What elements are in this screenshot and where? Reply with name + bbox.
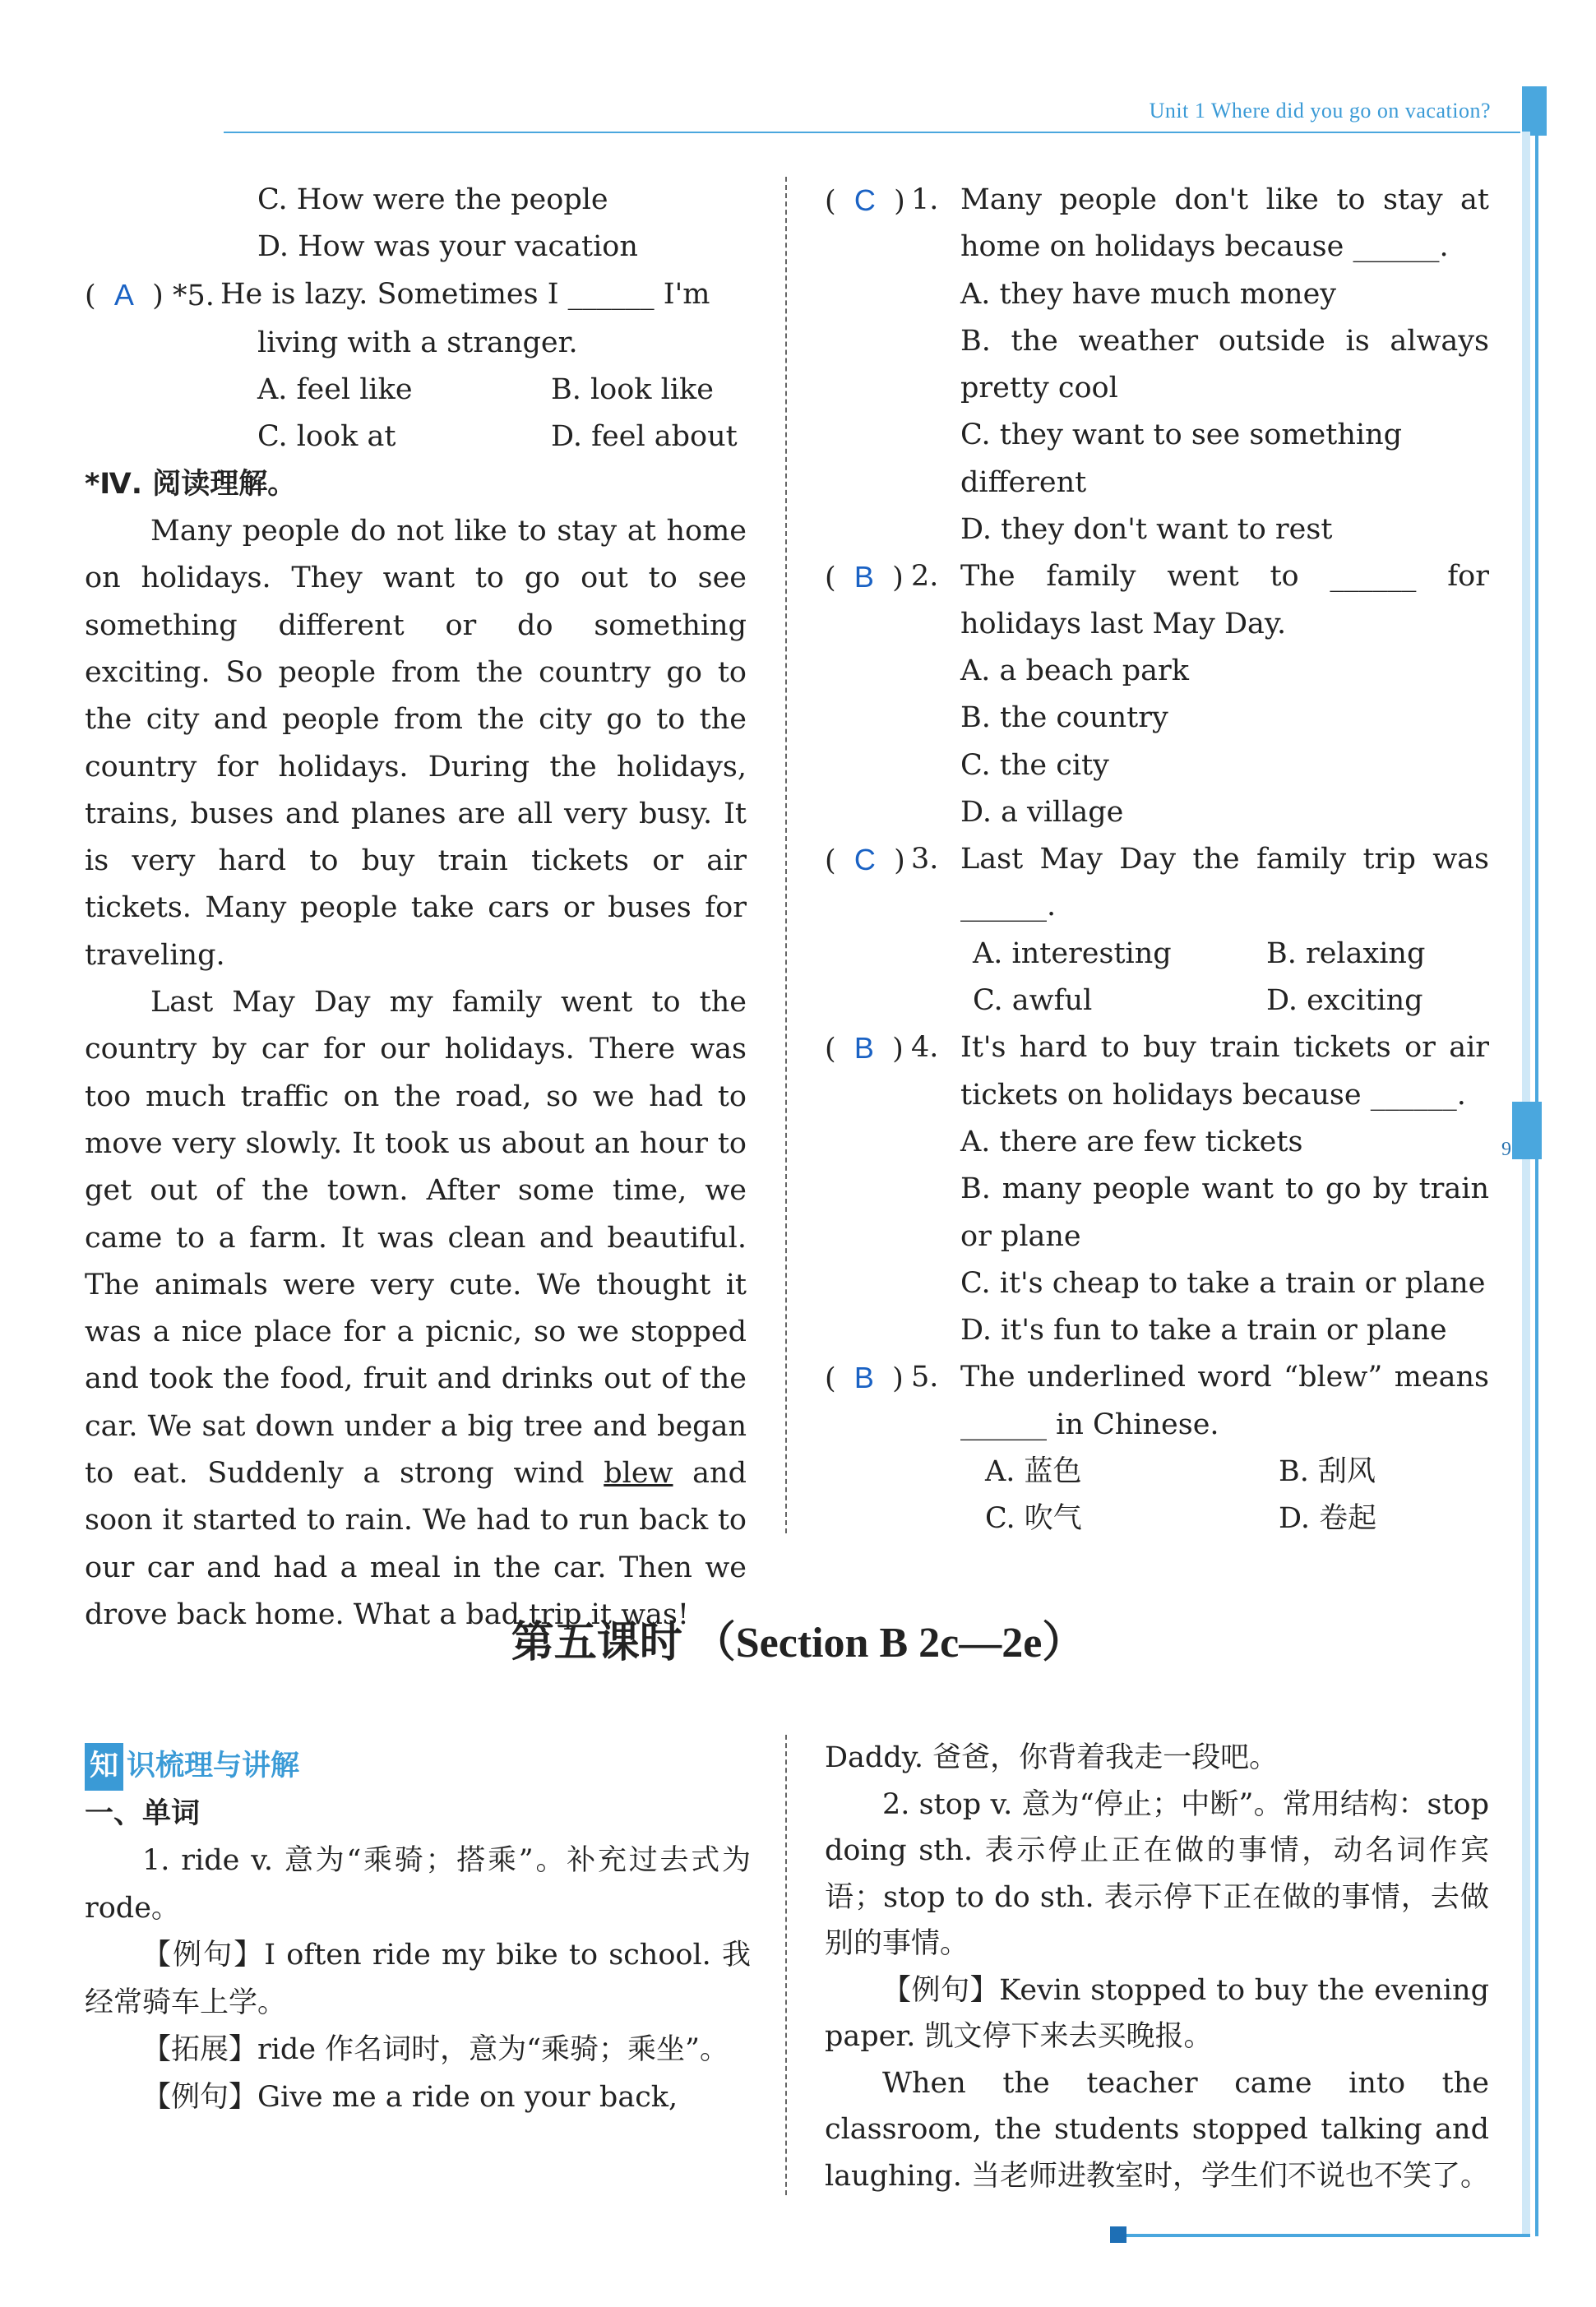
option-c: C. look at [257,420,396,454]
question-stem-cont: living with a stranger. [257,326,578,359]
passage-paragraph-1: Many people do not like to stay at home on holidays. They want to go out to see something different or do something exciting. So people from the country go to the city and people from the city go to the country for holidays. During the holidays, trains, buses and planes are all very busy. It is very hard to buy train tickets or air tickets. Many people take cars or buses for traveling. [85,515,747,972]
option-a: A. there are few tickets [960,1125,1303,1158]
question-stem: It's hard to buy train tickets or air tickets on holidays because ______. [960,1031,1489,1112]
side-bar [1522,132,1530,2236]
question-number: 5. [911,1361,939,1394]
question-number: 1. [911,183,939,216]
page-number: 9 [1501,1139,1511,1160]
example-ride-noun: 【例句】Give me a ride on your back, [142,2080,678,2114]
header-rule [224,132,1520,133]
knowledge-heading-text: 识梳理与讲解 [127,1750,300,1782]
column-divider-bottom [785,1735,787,2195]
option-d: D. they don't want to rest [960,513,1333,547]
section-heading: *Ⅳ. 阅读理解。 [85,467,297,501]
option-a: A. feel like [257,373,413,407]
question-2: ( B ) 2. The family went to ______ for holidays last May Day. [825,553,1489,648]
option-b: B. relaxing [1266,936,1426,970]
underlined-word: blew [604,1457,673,1491]
option-b: B. many people want to go by train or plane [960,1172,1489,1253]
option-d: D. exciting [1266,984,1423,1018]
sub-heading: 一、单词 [85,1796,201,1830]
answer-mark: B [854,1361,874,1395]
option-c: C. awful [973,984,1093,1018]
option-a: A. they have much money [960,277,1337,311]
knowledge-heading [85,1743,751,1791]
example-ride: 【例句】I often ride my bike to school. 我经常骑车上学。 [85,1939,751,2019]
side-rule [1535,132,1538,2236]
word-entry-stop: 2. stop v. 意为“停止；中断”。常用结构：stop doing sth. 表示停止正在做的事情，动名词作宾语；stop to do sth. 表示停下正在做的事情，去做别的事情。 [825,1787,1489,1960]
question-4: ( B ) 4. It's hard to buy train tickets or air tickets on holidays because ______. [825,1024,1489,1119]
question-5-right: ( B ) 5. The underlined word “blew” means ______ in Chinese. [825,1354,1489,1449]
extension-ride: 【拓展】ride 作名词时，意为“乘骑；乘坐”。 [142,2033,729,2066]
right-column-top [825,177,1489,1543]
column-divider-top [785,177,787,1533]
example-ride-cont: Daddy. 爸爸，你背着我走一段吧。 [825,1741,1279,1774]
example-stop-2: When the teacher came into the classroom, the students stopped talking and laughing. 当老师进教室时，学生们不说也不笑了。 [825,2066,1489,2193]
question-1: ( C ) 1. Many people don't like to stay at home on holidays because ______. [825,177,1489,271]
option-d: D. it's fun to take a train or plane [960,1314,1447,1348]
option-b: B. 刮风 [1279,1455,1376,1489]
bottom-rule [1118,2234,1530,2237]
option-b: B. look like [551,373,714,407]
option-c: C. the city [960,748,1109,782]
question-3: ( C ) 3. Last May Day the family trip was ______. [825,836,1489,931]
option-c-prev: C. How were the people [257,183,608,216]
bottom-marker [1110,2226,1126,2243]
page-tab [1512,1102,1542,1159]
question-stem: He is lazy. Sometimes I ______ I'm [220,277,710,311]
option-d: D. 卷起 [1279,1502,1377,1536]
option-d: D. a village [960,795,1124,829]
word-entry-ride: 1. ride v. 意为“乘骑；搭乘”。补充过去式为 rode。 [85,1844,751,1925]
left-column-bottom [85,1743,751,2121]
question-number: 3. [911,843,939,876]
question-stem: The family went to ______ for holidays last May Day. [960,560,1489,640]
right-column-bottom [825,1735,1489,2199]
question-5: ( A ) *5. He is lazy. Sometimes I ______ I'm [85,271,747,320]
question-number: *5. [172,279,215,312]
left-column-top [85,177,747,1639]
option-a: A. 蓝色 [985,1455,1082,1489]
question-number: 4. [911,1031,939,1065]
option-d: D. feel about [551,420,738,454]
answer-mark: B [854,1031,874,1066]
example-stop: 【例句】Kevin stopped to buy the evening paper. 凯文停下来去买晚报。 [825,1973,1489,2053]
question-number: 2. [911,560,939,594]
question-stem: The underlined word “blew” means ______ in Chinese. [960,1361,1489,1441]
option-a: A. interesting [973,936,1172,970]
header-tab [1522,86,1547,136]
answer-mark: C [854,843,876,877]
option-a: A. a beach park [960,654,1189,687]
lesson-title: 第五课时 （Section B 2c—2e） [511,1620,1085,1667]
passage-paragraph-2: Last May Day my family went to the country by car for our holidays. There was too much traffic on the road, so we had to move very slowly. It took us about an hour to get out of the town. After some time, we came to a farm. It was clean and beautiful. The animals were very cute. We thought it was a nice place for a picnic, so we stopped and took the food, fruit and drinks out of the car. We sat down under a big tree and began to eat. Suddenly a strong wind blew and soon it started to rain. We had to run back to our car and had a meal in the car. Then we drove back home. What a bad trip it was! [85,986,747,1631]
option-b: B. the country [960,701,1168,735]
running-header: Unit 1 Where did you go on vacation? [1149,99,1491,123]
option-c: C. 吹气 [985,1502,1082,1536]
answer-mark: B [854,560,874,594]
answer-mark: C [854,183,876,217]
answer-mark: A [113,277,134,312]
option-c: C. it's cheap to take a train or plane [960,1266,1486,1300]
question-stem: Last May Day the family trip was ______. [960,843,1489,923]
option-c: C. they want to see something different [960,418,1403,499]
option-b: B. the weather outside is always pretty cool [960,324,1489,405]
option-d-prev: D. How was your vacation [257,230,638,264]
question-stem: Many people don't like to stay at home on holidays because ______. [960,183,1489,264]
knowledge-badge: 知 [85,1743,123,1791]
